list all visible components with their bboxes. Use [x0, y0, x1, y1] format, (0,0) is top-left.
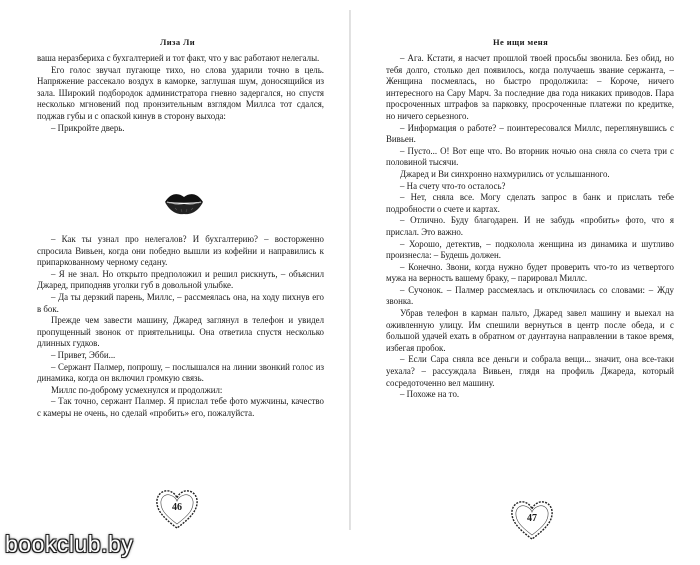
- page-number: 47: [527, 513, 537, 524]
- paragraph: – Отлично. Буду благодарен. И не забудь «пробить» фото, что я прислал. Это важно.: [386, 215, 674, 237]
- paragraph: – Сучонок. – Палмер рассмеялась и отключилась со словами: – Жду звонка.: [386, 284, 674, 307]
- paragraph: – Так точно, сержант Палмер. Я прислал тебе фото мужчины, качество с камеры не очень, но сделай «пробить» его, пожалуйста.: [37, 396, 324, 418]
- paragraph: – Я не знал. Но открыто предположил и решил рискнуть, – объяснил Джаред, приподняв уголки губ в довольной улыбке.: [37, 268, 324, 291]
- paragraph: – Хорошо, детектив, – подколола женщина из динамика и шутливо произнесла: – Будешь должен.: [386, 238, 674, 261]
- running-head-author: Лиза Ли: [160, 37, 196, 47]
- paragraph: Джаред и Ви синхронно нахмурились от услышанного.: [400, 168, 610, 179]
- heart-page-ornament: [152, 484, 202, 534]
- left-page-text-bottom: [37, 234, 324, 420]
- running-head-title: Не ищи меня: [493, 37, 549, 47]
- paragraph: – Ага. Кстати, я насчет прошлой твоей просьбы звонила. Без обид, но тебя долго, столько дел появилось, когда получаешь звание сержанта, – Женщина посмеялась, но быстро продолжила: – Короче, ничего интересного на Сару Марч. За последние два года никаких приводов. Пара просроченных штрафов за парковку, просроченные платежи по кредитке, но ничего серьезного.: [386, 53, 674, 121]
- paragraph: – Да ты дерзкий парень, Миллс, – рассмеялась она, на ходу пихнув его в бок.: [37, 291, 324, 314]
- paragraph: – Как ты узнал про нелегалов? И бухгалтерию? – восторженно спросила Вивьен, когда они победно вышли из кофейни и направились к припаркованному черному седану.: [37, 234, 324, 268]
- paragraph: Его голос звучал пугающе тихо, но слова ударили точно в цель. Напряжение рассекало воздух в каморке, заглушая шум, доносящийся из зала. Широкий подбородок администратора гневно задергался, но спустя несколько мгновений под пронзительным взглядом Миллса тот сдался, поджав губы и с опаской кинув в сторону выхода:: [37, 64, 324, 121]
- lips-kiss-icon: [163, 190, 205, 216]
- paragraph: Убрав телефон в карман пальто, Джаред завел машину и выехал на оживленную улицу. Им спешили вернуться в центр после обеда, и с большой удачей ехать в обратном от даунтауна направлении в такое время, избегая пробок.: [386, 308, 674, 353]
- left-page-text-top: [37, 53, 324, 134]
- paragraph: – Конечно. Звони, когда нужно будет проверить что-то из четвертого мужа на верность вашему браку, – парировал Миллс.: [386, 261, 674, 284]
- paragraph: – Прикройте дверь.: [51, 122, 125, 133]
- page-gutter: [349, 10, 351, 530]
- paragraph: – Нет, сняла все. Могу сделать запрос в банк и прислать тебе подробности о счете и картах.: [386, 192, 674, 214]
- paragraph: – На счету что-то осталось?: [400, 180, 506, 191]
- page-number: 46: [172, 502, 182, 513]
- paragraph: – Сержант Палмер, попрошу, – послышался на линии звонкий голос из динамика, когда он включил громкую связь.: [37, 361, 324, 384]
- right-page-text: [386, 53, 674, 401]
- paragraph: – Привет, Эбби...: [51, 349, 116, 360]
- paragraph: – Похоже на то.: [400, 389, 460, 400]
- paragraph: – Пусто... О! Вот еще что. Во вторник ночью она сняла со счета три с половиной тысячи.: [386, 145, 674, 168]
- paragraph: Прежде чем завести машину, Джаред заглянул в телефон и увидел пропущенный звонок от приятельницы. Она ответила спустя несколько длинных гудков.: [37, 315, 324, 349]
- paragraph: ваша неразбериха с бухгалтерией и тот факт, что у вас работают нелегалы.: [37, 53, 320, 63]
- heart-page-ornament: [507, 495, 557, 545]
- paragraph: – Информация о работе? – поинтересовался Миллс, переглянувшись с Вивьен.: [386, 122, 674, 145]
- paragraph: Миллс по-доброму усмехнулся и продолжил:: [51, 384, 223, 395]
- site-watermark: bookclub.by: [5, 531, 134, 557]
- paragraph: – Если Сара сняла все деньги и собрала вещи... значит, она все-таки уехала? – рассуждала Вивьен, глядя на профиль Джареда, который сосредоточенно вел машину.: [386, 354, 674, 388]
